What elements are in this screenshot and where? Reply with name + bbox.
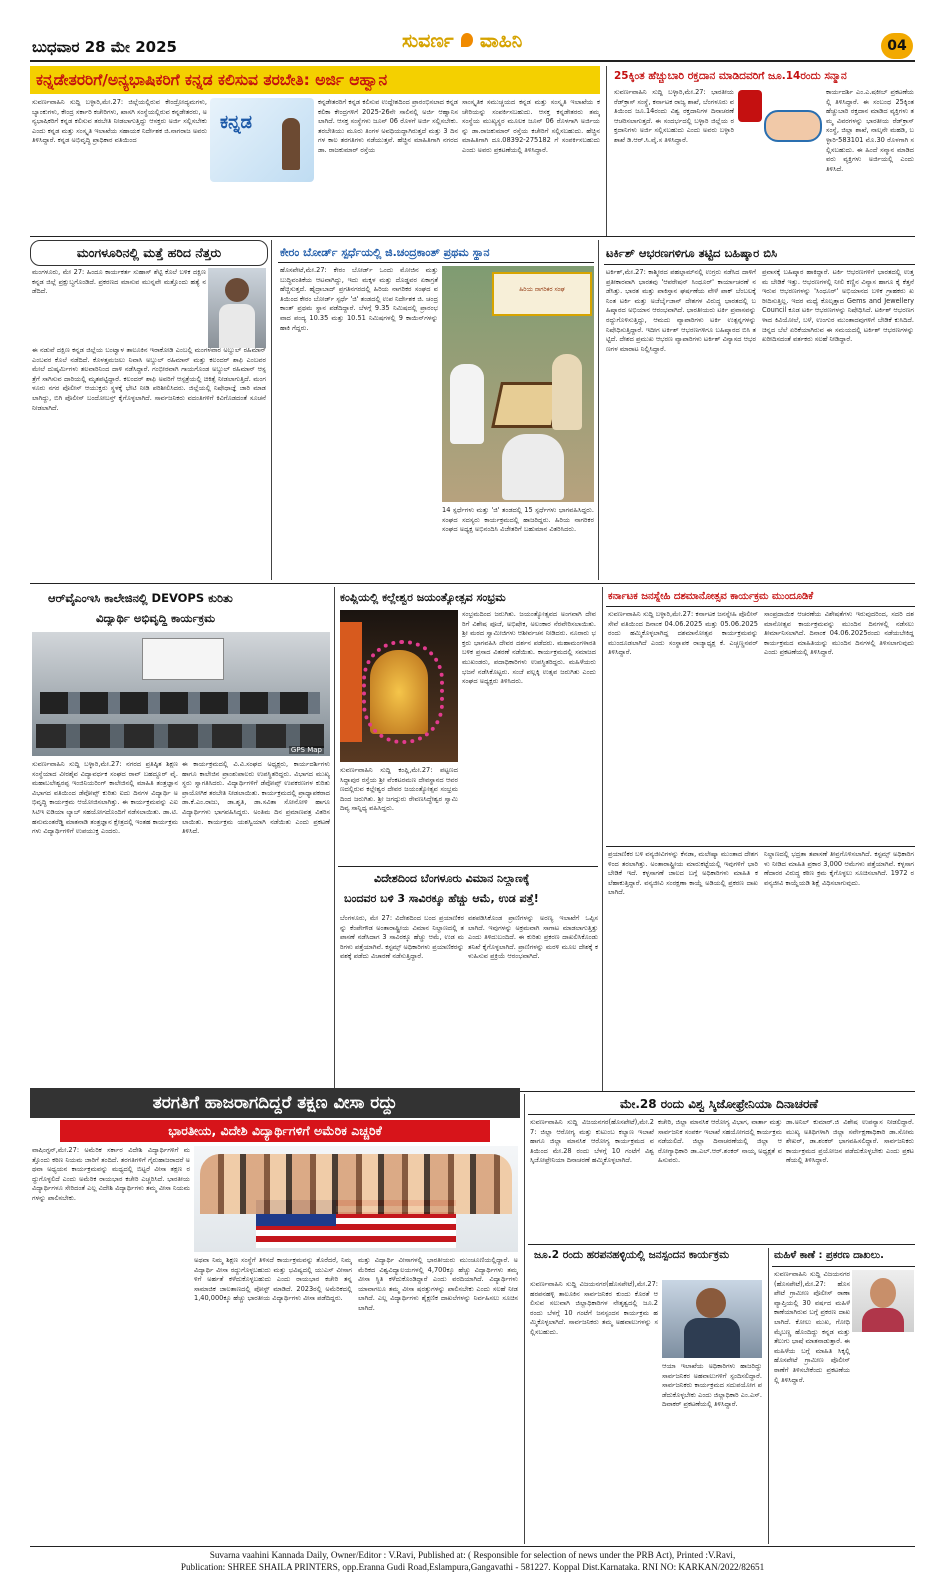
computer-row-icon — [36, 724, 324, 748]
carrom-banner: ಹಿರಿಯ ನಾಗರಿಕರ ಸಂಘ — [492, 272, 592, 316]
divider — [30, 236, 915, 237]
divider — [524, 1094, 525, 1544]
rvmec-headline: ಆರ್‌ವೈಎಂಇಸಿ ಕಾಲೇಜಿನಲ್ಲಿ DEVOPS ಕುರಿತು — [48, 591, 233, 605]
blood-donation-illustration — [734, 88, 824, 156]
kampli-col2: ಸಂಭ್ರಮದಿಂದ ಜರುಗಿತು. ಜಯಂತ್ಯೋತ್ಸವದ ಅಂಗವಾಗಿ ದೇವರಿಗೆ ವಿಶೇಷ ಪೂಜೆ, ಅಭಿಷೇಕ, ಅಲಂಕಾರ ನೆರವೇರಿಸಲಾಯಿತು. ಶ್ರೀ ಮಠದ ಸ್ವಾಮೀಜಿಗಳು ಆಶೀರ್ವಚನ ನೀಡಿದರು. ನೂರಾರು ಭಕ್ತರು ಭಾಗವಹಿಸಿ ದೇವರ ದರ್ಶನ ಪಡೆದರು. ಮಹಾಮಂಗಳಾರತಿ ಬಳಿಕ ಪ್ರಸಾದ ವಿತರಣೆ ನಡೆಯಿತು. ಕಾರ್ಯಕ್ರಮದಲ್ಲಿ ಸಮಾಜದ ಮುಖಂಡರು, ಪದಾಧಿಕಾರಿಗಳು ಉಪಸ್ಥಿತರಿದ್ದರು. ಮಹಿಳೆಯರು ಭಜನೆ ನಡೆಸಿಕೊಟ್ಟರು. ಸಂಜೆ ಪಲ್ಲಕ್ಕಿ ಉತ್ಸವ ಜರುಗಿತು ಎಂದು ಸಂಘದ ಅಧ್ಯಕ್ಷರು ತಿಳಿಸಿದರು. — [462, 610, 596, 686]
divider — [604, 264, 915, 265]
airport-col1: ಬೆಂಗಳೂರು, ಮೇ 27: ವಿದೇಶದಿಂದ ಬಂದ ಪ್ರಯಾಣಿಕರನ್ನು ಕೆಂಪೇಗೌಡ ಅಂತಾರಾಷ್ಟ್ರೀಯ ವಿಮಾನ ನಿಲ್ದಾಣದಲ್ಲಿ ತಪಾಸಣೆ ನಡೆಸಿದಾಗ 3 ಸಾವಿರಕ್ಕೂ ಹೆಚ್ಚು ಆಮೆ, ಉಡ ಮರಿಗಳು ಪತ್ತೆಯಾಗಿವೆ. ಕಸ್ಟಮ್ಸ್ ಅಧಿಕಾರಿಗಳು ಪ್ರಯಾಣಿಕರನ್ನು ವಶಕ್ಕೆ ಪಡೆದು ವಿಚಾರಣೆ ನಡೆಸುತ್ತಿದ್ದಾರೆ. — [340, 914, 464, 961]
visa-subheadline-box — [60, 1120, 490, 1142]
mangaluru-headline: ಮಂಗಳೂರಿನಲ್ಲಿ ಮತ್ತೆ ಹರಿದ ನೆತ್ತರು — [76, 245, 222, 260]
kannada-image-text: ಕನ್ನಡ — [220, 112, 253, 133]
spray-person-icon — [282, 118, 300, 170]
divider — [606, 606, 915, 607]
visa-subheadline: ಭಾರತೀಯ, ವಿದೇಶಿ ವಿದ್ಯಾರ್ಥಿಗಳಿಗೆ ಅಮೆರಿಕ ಎಚ್ಚರಿಕೆ — [168, 1123, 382, 1138]
page-number: 04 — [887, 38, 907, 54]
divider — [606, 66, 607, 236]
player-icon — [450, 364, 484, 444]
mangaluru-headline-box — [30, 240, 268, 266]
janaspandana-col1: ಸುವರ್ಣವಾಹಿನಿ ಸುದ್ದಿ ವಿಜಯನಗರ(ಹೊಸಪೇಟೆ),ಮೇ.27: ಹರಪನಹಳ್ಳಿ ತಾಲೂಕಿನ ಸಾರ್ವಜನಿಕರ ಕುಂದು ಕೊರತೆ ಆಲಿಸುವ ಸಲುವಾಗಿ ಜಿಲ್ಲಾಧಿಕಾರಿಗಳ ನೇತೃತ್ವದಲ್ಲಿ ಜೂ.2 ರಂದು ಬೆಳಗ್ಗೆ 10 ಗಂಟೆಗೆ ಜನಸ್ಪಂದನ ಕಾರ್ಯಕ್ರಮ ಹಮ್ಮಿಕೊಳ್ಳಲಾಗಿದೆ. ಸಾರ್ವಜನಿಕರು ತಮ್ಮ ಅಹವಾಲುಗಳನ್ನು ಸಲ್ಲಿಸಬಹುದು. — [530, 1280, 658, 1336]
rvmec-photo — [32, 632, 330, 756]
visa-headline-box — [30, 1088, 520, 1118]
visa-students-photo — [194, 1146, 518, 1252]
logo-left-text: ಸುವರ್ಣ — [402, 30, 454, 52]
blood-donation-headline: 25ಕ್ಕಿಂತ ಹೆಚ್ಚುಬಾರಿ ರಕ್ತದಾನ ಮಾಡಿದವರಿಗೆ ಜೂ.14ರಂದು ಸನ್ಮಾನ — [614, 70, 847, 82]
divider — [606, 846, 915, 847]
divider — [30, 583, 915, 584]
rvmec-col1: ಸುವರ್ಣವಾಹಿನಿ ಸುದ್ದಿ ಬಳ್ಳಾರಿ,ಮೇ.27: ನಗರದ ಪ್ರತಿಷ್ಠಿತ ಶಿಕ್ಷಣ ಸಂಸ್ಥೆಯಾದ ವೀರಶೈವ ವಿದ್ಯಾವರ್ಧಕ ಸಂಘದ ರಾವ್ ಬಹದ್ದೂರ್ ವೈ. ಮಹಾಬಲೇಶ್ವರಪ್ಪ ಇಂಜಿನಿಯರಿಂಗ್ ಕಾಲೇಜಿನಲ್ಲಿ ಮಾಹಿತಿ ತಂತ್ರಜ್ಞಾನ ವಿಭಾಗದ ವತಿಯಿಂದ ಡೆವೋಪ್ಸ್ ಕುರಿತು ಐದು ದಿನಗಳ ವಿದ್ಯಾರ್ಥಿ ಅಭಿವೃದ್ಧಿ ಕಾರ್ಯಕ್ರಮ ಆಯೋಜಿಸಲಾಗಿತ್ತು. ಈ ಕಾರ್ಯಕ್ರಮವನ್ನು ಎಐಸಿಟಿಇ ಐಡಿಯಾ ಲ್ಯಾಬ್ ಸಹಯೋಗದೊಂದಿಗೆ ನಡೆಸಲಾಯಿತು. ಡಾ.ಟಿ.ಹನುಮಂತರೆಡ್ಡಿ ಮಾತನಾಡಿ ತಂತ್ರಜ್ಞಾನ ಕ್ಷೇತ್ರದಲ್ಲಿ ಇಂತಹ ಕಾರ್ಯಕ್ರಮಗಳು ವಿದ್ಯಾರ್ಥಿಗಳಿಗೆ ಉಪಯುಕ್ತ ಎಂದರು. — [32, 760, 178, 836]
logo-right-text: ವಾಹಿನಿ — [479, 30, 523, 52]
player-icon — [552, 354, 582, 430]
official-portrait-icon — [696, 1288, 726, 1318]
visa-col3: ಮತ್ತು ವಿದ್ಯಾರ್ಥಿ ವೀಸಾಗಳಲ್ಲಿ ಭಾರತೀಯರು ಮುಂಚೂಣಿಯಲ್ಲಿದ್ದಾರೆ. ಅಮೆರಿಕದ ವಿಶ್ವವಿದ್ಯಾಲಯಗಳಲ್ಲಿ 4,700ಕ್ಕೂ ಹೆಚ್ಚು ವಿದ್ಯಾರ್ಥಿಗಳು ತಮ್ಮ ವೀಸಾ ಸ್ಥಿತಿ ಕಳೆದುಕೊಂಡಿದ್ದಾರೆ ಎಂದು ವರದಿಯಾಗಿದೆ. ವಿದ್ಯಾರ್ಥಿಗಳು ಯಾವಾಗಲೂ ತಮ್ಮ ವೀಸಾ ಷರತ್ತುಗಳನ್ನು ಪಾಲಿಸಬೇಕು ಎಂದು ಸಲಹೆ ನೀಡಲಾಗಿದೆ. ಎಲ್ಲ ವಿದ್ಯಾರ್ಥಿಗಳು ಶೈಕ್ಷಣಿಕ ದಾಖಲೆಗಳನ್ನು ನಿರ್ವಹಿಸಲು ಸೂಚಿಸಲಾಗಿದೆ. — [358, 1256, 518, 1312]
karnataka-program-headline: ಕರ್ನಾಟಕ ಜನಸ್ನೇಹಿ ದಶಮಾನೋತ್ಸವ ಕಾರ್ಯಕ್ರಮ ಮುಂದೂಡಿಕೆ — [608, 591, 814, 602]
divider — [598, 240, 599, 580]
logo-flame-icon — [461, 33, 473, 47]
divider — [528, 1244, 915, 1245]
blood-donation-col2: ಕಾರ್ಯದರ್ಶಿ ಎಂ.ಎ.ಷಕೀಬ್ ಪ್ರಕಟಣೆಯಲ್ಲಿ ತಿಳಿಸಿದ್ದಾರೆ. ಈ ಸಂಬಂಧ 25ಕ್ಕಿಂತ ಹೆಚ್ಚುಬಾರಿ ರಕ್ತದಾನ ಮಾಡಿದ ವ್ಯಕ್ತಿಗಳು ತಮ್ಮ ವಿವರಗಳನ್ನು ಭಾರತೀಯ ರೆಡ್‌ಕ್ರಾಸ್ ಸಂಸ್ಥೆ, ಜಿಲ್ಲಾ ಶಾಖೆ, ನಾಲ್ಕನೇ ಮಹಡಿ, ಬಳ್ಳಾರಿ-583101 ಮೊ.30 ರೊಳಗಾಗಿ ಸಲ್ಲಿಸಬಹುದು. ಈ ಹಿಂದೆ ಸನ್ಮಾನ ಮಾಡಿದವರು ವ್ಯಕ್ತಿಗಳು ಅರ್ಜಿಯಲ್ಲಿ ಎಂದು ತಿಳಿಸಿದೆ. — [826, 88, 914, 173]
divider — [334, 587, 335, 1091]
turkey-col1: ಟರ್ಕಿಶ್,ಮೇ.27: ಕಾಶ್ಮೀರದ ಪಹಲ್ಗಾಮ್‌ನಲ್ಲಿ ಉಗ್ರರು ನಡೆಸಿದ ದಾಳಿಗೆ ಪ್ರತೀಕಾರವಾಗಿ ಭಾರತವು 'ಆಪರೇಷನ್ ಸಿಂಧೂರ್' ಕಾರ್ಯಾಚರಣೆ ನಡೆಸಿತ್ತು. ಭಾರತ ಮತ್ತು ಪಾಕಿಸ್ತಾನ ಘರ್ಷಣೆಯ ವೇಳೆ ಪಾಕ್ ಬೆಂಬಲಕ್ಕೆ ನಿಂತ ಟರ್ಕಿ ಮತ್ತು ಅಜೆರ್ಬೈಜಾನ್ ದೇಶಗಳ ವಿರುದ್ಧ ಭಾರತದಲ್ಲಿ ಬಹಿಷ್ಕಾರದ ಅಭಿಯಾನ ಆರಂಭವಾಗಿದೆ. ಭಾರತೀಯರು ಟರ್ಕಿ ಪ್ರವಾಸವನ್ನು ರದ್ದುಗೊಳಿಸುತ್ತಿದ್ದು, ಆಮದು ವ್ಯಾಪಾರಿಗಳು ಟರ್ಕಿ ಉತ್ಪನ್ನಗಳನ್ನು ನಿಷೇಧಿಸುತ್ತಿದ್ದಾರೆ. ಇದೀಗ ಟರ್ಕಿಶ್ ಆಭರಣಗಳಿಗೂ ಬಹಿಷ್ಕಾರದ ಬಿಸಿ ತಟ್ಟಿದೆ. ದೇಶದ ಪ್ರಮುಖ ಆಭರಣ ವ್ಯಾಪಾರಿಗಳು ಟರ್ಕಿಶ್ ವಿನ್ಯಾಸದ ಆಭರಣಗಳ ಮಾರಾಟ ನಿಲ್ಲಿಸಿದ್ದಾರೆ. — [606, 268, 756, 353]
kampli-col1: ಸುವರ್ಣವಾಹಿನಿ ಸುದ್ದಿ ಕಂಪ್ಲಿ,ಮೇ.27: ಪಟ್ಟಣದ ಸಿದ್ಧಾಪುರ ರಸ್ತೆಯ ಶ್ರೀ ವೆಂಕಟರಮಣ ದೇವಸ್ಥಾನದ ಆವರಣದಲ್ಲಿರುವ ಕಲ್ಲೇಶ್ವರ ದೇವರ ಜಯಂತ್ಯೋತ್ಸವ ಸಂಭ್ರಮದಿಂದ ಜರುಗಿತು. ಶ್ರೀ ಜಗದ್ಗುರು ರೇವಣಸಿದ್ಧೇಶ್ವರ ಸ್ವಾಮಿ ದಿವ್ಯ ಸಾನ್ನಿಧ್ಯ ವಹಿಸಿದ್ದರು. — [340, 766, 458, 813]
airport-headline: ವಿದೇಶದಿಂದ ಬೆಂಗಳೂರು ವಿಮಾನ ನಿಲ್ದಾಣಕ್ಕೆ — [374, 872, 530, 885]
divider — [528, 1114, 915, 1115]
mangaluru-photo — [208, 268, 266, 348]
turkey-headline: ಟರ್ಕಿಶ್ ಆಭರಣಗಳಿಗೂ ತಟ್ಟಿದ ಬಹಿಷ್ಕಾರ ಬಿಸಿ — [606, 246, 778, 260]
carrom-caption: 14 ಸ್ಪರ್ಧೆಗಳು ಮತ್ತು 'ಜಿ' ತಂಡದಲ್ಲಿ 15 ಸ್ಪರ್ಧೆಗಳು ಭಾಗವಹಿಸಿದ್ದರು. ಸಂಘದ ಸದಸ್ಯರು ಕಾರ್ಯಕ್ರಮದಲ್ಲಿ ಹಾಜರಿದ್ದರು. ಹಿರಿಯ ನಾಗರಿಕರ ಸಂಘದ ಅಧ್ಯಕ್ಷ ಅಭಿನಂದಿಸಿ ವಿಜೇತರಿಗೆ ಬಹುಮಾನ ವಿತರಿಸಿದರು. — [442, 506, 594, 534]
divider — [338, 866, 598, 867]
rvmec-headline-line2: ವಿದ್ಯಾರ್ಥಿ ಅಭಿವೃದ್ಧಿ ಕಾರ್ಯಕ್ರಮ — [96, 611, 216, 625]
schizophrenia-headline: ಮೇ.28 ರಂದು ವಿಶ್ವ ಸ್ಕಿಜೋಫ್ರೇನಿಯಾ ದಿನಾಚರಣೆ — [620, 1097, 819, 1111]
woman-face-icon — [870, 1278, 896, 1308]
side-story-col2: ನಿಲ್ದಾಣದಲ್ಲಿ ಭದ್ರತಾ ತಪಾಸಣೆ ತೀವ್ರಗೊಳಿಸಲಾಗಿದೆ. ಕಸ್ಟಮ್ಸ್ ಅಧಿಕಾರಿಗಳು ನೀಡಿದ ಮಾಹಿತಿ ಪ್ರಕಾರ 3,000 ಆಮೆಗಳು ಪತ್ತೆಯಾಗಿವೆ. ಕಳ್ಳಸಾಗಣೆದಾರರ ವಿರುದ್ಧ ಕಠಿಣ ಕ್ರಮ ಕೈಗೊಳ್ಳಲು ಸೂಚಿಸಲಾಗಿದೆ. 1972 ರ ವನ್ಯಜೀವಿ ಕಾಯ್ದೆಯಡಿ ಶಿಕ್ಷೆ ವಿಧಿಸಲಾಗುವುದು. — [764, 850, 914, 887]
priest-icon — [340, 622, 362, 742]
carrom-photo — [442, 266, 594, 502]
handshake-icon — [764, 110, 822, 142]
visa-headline: ತರಗತಿಗೆ ಹಾಜರಾಗದಿದ್ದರೆ ತಕ್ಷಣ ವೀಸಾ ರದ್ದು — [152, 1093, 398, 1113]
airport-headline-line2: ಬಂದವರ ಬಳಿ 3 ಸಾವಿರಕ್ಕೂ ಹೆಚ್ಚು ಆಮೆ, ಉಡ ಪತ್ತೆ! — [344, 892, 539, 905]
airport-col2: ವಶಪಡಿಸಿಕೊಂಡ ಪ್ರಾಣಿಗಳನ್ನು ಅರಣ್ಯ ಇಲಾಖೆಗೆ ಒಪ್ಪಿಸಲಾಗಿದೆ. ಇವುಗಳನ್ನು ಅಕ್ರಮವಾಗಿ ಸಾಗಾಟ ಮಾಡಲಾಗುತ್ತಿತ್ತು ಎಂದು ತಿಳಿದುಬಂದಿದೆ. ಈ ಕುರಿತು ಪ್ರಕರಣ ದಾಖಲಿಸಿಕೊಂಡು ತನಿಖೆ ಕೈಗೊಳ್ಳಲಾಗಿದೆ. ಪ್ರಾಣಿಗಳನ್ನು ಮರಳಿ ಮೂಲ ದೇಶಕ್ಕೆ ಕಳುಹಿಸುವ ಪ್ರಕ್ರಿಯೆ ಆರಂಭವಾಗಿದೆ. — [468, 914, 598, 961]
footer-line-2: Publication: SHREE SHAILA PRINTERS, opp.Eranna Gudi Road,Eslampura,Gangavathi - 581227. Koppal Dist.Karnataka. RNI NO: KARKAN/2022/82651 — [180, 1562, 765, 1572]
official-body-icon — [684, 1318, 740, 1358]
masthead — [0, 0, 945, 62]
newspaper-logo — [402, 30, 522, 60]
janaspandana-col2: ಆಯಾ ಇಲಾಖೆಯ ಅಧಿಕಾರಿಗಳು ಹಾಜರಿದ್ದು ಸಾರ್ವಜನಿಕರ ಅಹವಾಲುಗಳಿಗೆ ಸ್ಪಂದಿಸಲಿದ್ದಾರೆ. ಸಾರ್ವಜನಿಕರು ಕಾರ್ಯಕ್ರಮದ ಸದುಪಯೋಗ ಪಡೆದುಕೊಳ್ಳಬೇಕು ಎಂದು ಜಿಲ್ಲಾಧಿಕಾರಿ ಎಂ.ಎಸ್.ದಿವಾಕರ್ ಪ್ರಕಟಣೆಯಲ್ಲಿ ತಿಳಿಸಿದ್ದಾರೆ. — [662, 1362, 762, 1409]
visa-col2: ಅಥವಾ ನಿಮ್ಮ ಶಿಕ್ಷಣ ಸಂಸ್ಥೆಗೆ ತಿಳಿಸದೆ ಕಾರ್ಯಕ್ರಮವನ್ನು ತೊರೆದರೆ, ನಿಮ್ಮ ವಿದ್ಯಾರ್ಥಿ ವೀಸಾ ರದ್ದುಗೊಳ್ಳಬಹುದು ಮತ್ತು ಭವಿಷ್ಯದಲ್ಲಿ ಯುಎಸ್ ವೀಸಾಗಳಿಗೆ ಅರ್ಹತೆ ಕಳೆದುಕೊಳ್ಳಬಹುದು ಎಂದು ರಾಯಭಾರ ಕಚೇರಿ ತನ್ನ ಸಾಮಾಜಿಕ ಜಾಲತಾಣದಲ್ಲಿ ಪೋಸ್ಟ್ ಮಾಡಿದೆ. 2023ರಲ್ಲಿ ಅಮೆರಿಕದಲ್ಲಿ 1,40,000ಕ್ಕೂ ಹೆಚ್ಚು ಭಾರತೀಯ ವಿದ್ಯಾರ್ಥಿಗಳು ವೀಸಾ ಪಡೆದಿದ್ದರು. — [194, 1256, 352, 1303]
karnataka-program-col1: ಸುವರ್ಣವಾಹಿನಿ ಸುದ್ದಿ ಬಳ್ಳಾರಿ,ಮೇ.27: ಕರ್ನಾಟಕ ಜನಸ್ನೇಹಿ ಪೊಲೀಸ್ ಸೇವೆ ವತಿಯಿಂದ ದಿನಾಂಕ 04.06.2025 ಮತ್ತು 05.06.2025 ರಂದು ಹಮ್ಮಿಕೊಳ್ಳಲಾಗಿದ್ದ ದಶಮಾನೋತ್ಸವ ಕಾರ್ಯಕ್ರಮವನ್ನು ಮುಂದೂಡಲಾಗಿದೆ ಎಂದು ಸಂಸ್ಥಾಪಕ ರಾಜ್ಯಾಧ್ಯಕ್ಷ ಕೆ. ಎಚ್ಚಣ್ಣನವರ್ ತಿಳಿಸಿದ್ದಾರೆ. — [608, 610, 758, 657]
mangaluru-lead: ಮಂಗಳೂರು, ಮೇ 27: ಹಿಂದೂ ಕಾರ್ಯಕರ್ತ ಸುಹಾಸ್ ಶೆಟ್ಟಿ ಕೊಲೆ ಬಳಿಕ ದಕ್ಷಿಣ ಕನ್ನಡ ಜಿಲ್ಲೆ ಪ್ರಕ್ಷುಬ್ಧಗೊಂಡಿದೆ. ಪ್ರಕರಣದ ಮಾಸುವ ಮುನ್ನವೇ ಮತ್ತೊಂದು ಹತ್ಯೆ ನಡೆದಿದೆ. — [32, 268, 206, 296]
divider — [768, 1248, 769, 1544]
mangaluru-body: ಈ ನಡುವೆ ದಕ್ಷಿಣ ಕನ್ನಡ ಜಿಲ್ಲೆಯ ಬಂಟ್ವಾಳ ತಾಲೂಕಿನ ಇರಾಕೋಡಿ ಎಂಬಲ್ಲಿ ಮಂಗಳವಾರ ಅಬ್ದುಲ್ ರಹಿಮಾನ್ ಎಂಬವರ ಕೊಲೆ ನಡೆದಿದೆ. ಕೊಳತ್ತಮಜಲು ನಿವಾಸಿ ಅಬ್ದುಲ್ ರಹಿಮಾನ್ ಮತ್ತು ಕಲಂದರ್ ಶಾಫಿ ಎಂಬವರ ಮೇಲೆ ದುಷ್ಕರ್ಮಿಗಳು ತಲವಾರಿನಿಂದ ದಾಳಿ ನಡೆಸಿದ್ದಾರೆ. ಗಂಭೀರವಾಗಿ ಗಾಯಗೊಂಡ ಅಬ್ದುಲ್ ರಹಿಮಾನ್ ಆಸ್ಪತ್ರೆಗೆ ಸಾಗಿಸುವ ದಾರಿಯಲ್ಲಿ ಮೃತಪಟ್ಟಿದ್ದಾರೆ. ಕಲಂದರ್ ಶಾಫಿ ಅವರಿಗೆ ಆಸ್ಪತ್ರೆಯಲ್ಲಿ ಚಿಕಿತ್ಸೆ ನೀಡಲಾಗುತ್ತಿದೆ. ಮಂಗಳೂರು ನಗರ ಪೊಲೀಸ್ ಆಯುಕ್ತರು ಸ್ಥಳಕ್ಕೆ ಭೇಟಿ ನೀಡಿ ಪರಿಶೀಲಿಸಿದರು. ಜಿಲ್ಲೆಯಲ್ಲಿ ನಿಷೇಧಾಜ್ಞೆ ಜಾರಿ ಮಾಡಲಾಗಿದ್ದು, ಬಿಗಿ ಪೊಲೀಸ್ ಬಂದೋಬಸ್ತ್ ಕೈಗೊಳ್ಳಲಾಗಿದೆ. ಸಾರ್ವಜನಿಕರು ವದಂತಿಗಳಿಗೆ ಕಿವಿಗೊಡದಂತೆ ಸೂಚನೆ ನೀಡಲಾಗಿದೆ. — [32, 346, 266, 412]
divider — [772, 1266, 915, 1267]
divider — [278, 262, 594, 263]
divider — [271, 240, 272, 580]
missing-woman-headline: ಮಹಿಳೆ ಕಾಣೆ : ಪ್ರಕರಣ ದಾಖಲು. — [774, 1250, 884, 1261]
projector-screen-icon — [142, 638, 224, 680]
person-figure-icon — [225, 278, 249, 302]
missing-woman-photo — [852, 1270, 914, 1332]
kampli-headline: ಕಂಪ್ಲಿಯಲ್ಲಿ ಕಲ್ಲೇಶ್ವರ ಜಯಂತ್ಯೋತ್ಸವ ಸಂಭ್ರಮ — [340, 591, 506, 604]
page-number-badge — [881, 33, 913, 59]
divider — [602, 587, 603, 1091]
kannada-training-col3: ಸಾಂಸ್ಕೃತಿಕ ಸಮುಚ್ಚಯದ ಕನ್ನಡ ಮತ್ತು ಸಂಸ್ಕೃತಿ ಇಲಾಖೆಯ ಕಚೇರಿಯನ್ನು ಸಂಪರ್ಕಿಸಬಹುದು. ಆಸಕ್ತ ಕನ್ನಡೇತರರು ತಮ್ಮ ಸಂಸ್ಥೆಯ ಮುಖ್ಯಸ್ಥರ ಮೂಲಕ ಜೂನ್ 06 ರೊಳಗಾಗಿ ಅರ್ಜಿಯನ್ನು ಡಾ.ರಾಜಕುಮಾರ್ ರಸ್ತೆಯ ಕಚೇರಿಗೆ ಸಲ್ಲಿಸಬಹುದು. ಹೆಚ್ಚಿನ ಮಾಹಿತಿಗಾಗಿ ದೂ.08392-275182 ಗೆ ಸಂಪರ್ಕಿಸಬಹುದು ಎಂದು ಅವರು ಪ್ರಕಟಣೆಯಲ್ಲಿ ತಿಳಿಸಿದ್ದಾರೆ. — [462, 98, 600, 154]
garland-icon — [362, 640, 444, 744]
kannada-training-headline-box — [30, 66, 600, 94]
issue-date: ಬುಧವಾರ 28 ಮೇ 2025 — [32, 38, 177, 56]
schizophrenia-col1: ಸುವರ್ಣವಾಹಿನಿ ಸುದ್ದಿ ವಿಜಯನಗರ(ಹೊಸಪೇಟೆ),ಮೇ.27: ಜಿಲ್ಲಾ ಆರೋಗ್ಯ ಮತ್ತು ಕುಟುಂಬ ಕಲ್ಯಾಣ ಇಲಾಖೆ ಹಾಗೂ ಜಿಲ್ಲಾ ಮಾನಸಿಕ ಆರೋಗ್ಯ ಕಾರ್ಯಕ್ರಮದ ವತಿಯಿಂದ ಮೇ.28 ರಂದು ಬೆಳಗ್ಗೆ 10 ಗಂಟೆಗೆ ವಿಶ್ವ ಸ್ಕಿಜೋಫ್ರೇನಿಯಾ ದಿನಾಚರಣೆ ಹಮ್ಮಿಕೊಳ್ಳಲಾಗಿದೆ. — [530, 1118, 654, 1165]
rvmec-col2: ಈ ಕಾರ್ಯಕ್ರಮದಲ್ಲಿ ವಿ.ವಿ.ಸಂಘದ ಅಧ್ಯಕ್ಷರು, ಕಾರ್ಯದರ್ಶಿಗಳು ಹಾಗೂ ಕಾಲೇಜಿನ ಪ್ರಾಂಶುಪಾಲರು ಉಪಸ್ಥಿತರಿದ್ದರು. ವಿಭಾಗದ ಮುಖ್ಯಸ್ಥರು ಸ್ವಾಗತಿಸಿದರು. ವಿದ್ಯಾರ್ಥಿಗಳಿಗೆ ಡೆವೋಪ್ಸ್ ಉಪಕರಣಗಳ ಕುರಿತು ಪ್ರಾಯೋಗಿಕ ತರಬೇತಿ ನೀಡಲಾಯಿತು. ಕಾರ್ಯಕ್ರಮದಲ್ಲಿ ಪ್ರಾಧ್ಯಾಪಕರಾದ ಡಾ.ಕೆ.ಎಂ.ರಾಜು, ಡಾ.ಶೃತಿ, ಡಾ.ಸವಿತಾ ಸೋನೋಳಿ ಹಾಗೂ ವಿದ್ಯಾರ್ಥಿಗಳು ಭಾಗವಹಿಸಿದ್ದರು. ಅಂತಿಮ ದಿನ ಪ್ರಮಾಣಪತ್ರ ವಿತರಿಸಲಾಯಿತು. ಕಾರ್ಯಕ್ರಮ ಯಶಸ್ವಿಯಾಗಿ ನಡೆಯಿತು ಎಂದು ಪ್ರಕಟಣೆ ತಿಳಿಸಿದೆ. — [182, 760, 330, 836]
person-body-icon — [219, 304, 255, 348]
kannada-training-headline: ಕನ್ನಡೇತರರಿಗೆ/ಅನ್ಯಭಾಷಿಕರಿಗೆ ಕನ್ನಡ ಕಲಿಸುವ ತರಬೇತಿ: ಅರ್ಜಿ ಆಹ್ವಾನ — [36, 71, 388, 89]
woman-body-icon — [862, 1308, 904, 1332]
turkey-col2: ಪ್ರವಾಸಕ್ಕೆ ಬಹಿಷ್ಕಾರ ಹಾಕಿದ್ದಾರೆ. ಟರ್ಕಿ ಆಭರಣಗಳಿಗೆ ಭಾರತದಲ್ಲಿ ಉತ್ತಮ ಬೇಡಿಕೆ ಇತ್ತು. ಆಭರಣಗಳಲ್ಲಿ ನೀಲಿ ಕಣ್ಣಿನ ವಿನ್ಯಾಸ ಹಾಗೂ ಕೈ ಕೆತ್ತನೆ ಇರುವ ಆಭರಣಗಳನ್ನು 'ಸಿಂಧೂರ್' ಅಭಿಯಾನದ ಬಳಿಕ ಗ್ರಾಹಕರು ಖರೀದಿಸುತ್ತಿಲ್ಲ. ಇದರ ಮಧ್ಯೆ ಕೊಲ್ಕತ್ತಾದ Gems and Jewellery Council ಕೂಡ ಟರ್ಕಿ ಆಭರಣಗಳನ್ನು ನಿಷೇಧಿಸಿದೆ. ಟರ್ಕಿಶ್ ಆಭರಣಗಳಾದ ಕಿವಿಯೋಲೆ, ಬಳೆ, ಉಂಗುರ ಮುಂತಾದವುಗಳಿಗೆ ಬೇಡಿಕೆ ಕುಸಿದಿದೆ. ಚಿನ್ನದ ಬೆಲೆ ಏರಿಕೆಯಾಗಿರುವ ಈ ಸಮಯದಲ್ಲಿ ಟರ್ಕಿಶ್ ಆಭರಣಗಳನ್ನು ಖರೀದಿಸದಂತೆ ವರ್ತಕರು ಸಲಹೆ ನೀಡಿದ್ದಾರೆ. — [762, 268, 914, 344]
missing-woman-col1: ಸುವರ್ಣವಾಹಿನಿ ಸುದ್ದಿ ವಿಜಯನಗರ(ಹೊಸಪೇಟೆ),ಮೇ.27: ಹೊಸಪೇಟೆ ಗ್ರಾಮೀಣ ಪೊಲೀಸ್ ಠಾಣಾ ವ್ಯಾಪ್ತಿಯಲ್ಲಿ 30 ವರ್ಷದ ಮಹಿಳೆ ಕಾಣೆಯಾಗಿರುವ ಬಗ್ಗೆ ಪ್ರಕರಣ ದಾಖಲಾಗಿದೆ. ಕೋಲು ಮುಖ, ಗೋಧಿ ಮೈಬಣ್ಣ ಹೊಂದಿದ್ದು ಕನ್ನಡ ಮತ್ತು ತೆಲುಗು ಭಾಷೆ ಮಾತನಾಡುತ್ತಾರೆ. ಈ ಮಹಿಳೆಯ ಬಗ್ಗೆ ಮಾಹಿತಿ ಸಿಕ್ಕಲ್ಲಿ ಹೊಸಪೇಟೆ ಗ್ರಾಮೀಣ ಪೊಲೀಸ್ ಠಾಣೆಗೆ ತಿಳಿಸಬೇಕೆಂದು ಪ್ರಕಟಣೆಯಲ್ಲಿ ತಿಳಿಸಿದ್ದಾರೆ. — [774, 1270, 850, 1384]
kampli-photo — [340, 610, 458, 762]
visa-col1: ವಾಷಿಂಗ್ಟನ್,ಮೇ.27: ಅಮೆರಿಕ ಸರ್ಕಾರ ವಿದೇಶಿ ವಿದ್ಯಾರ್ಥಿಗಳಿಗೆ ಮತ್ತೊಂದು ಕಠಿಣ ನಿಯಮ ಜಾರಿಗೆ ತಂದಿದೆ. ತರಗತಿಗಳಿಗೆ ಗೈರುಹಾಜರಾದರೆ ಅಥವಾ ಅಧ್ಯಯನ ಕಾರ್ಯಕ್ರಮವನ್ನು ಮಧ್ಯದಲ್ಲಿ ಬಿಟ್ಟರೆ ವೀಸಾ ತಕ್ಷಣ ರದ್ದುಗೊಳ್ಳಲಿದೆ ಎಂದು ಅಮೆರಿಕ ರಾಯಭಾರ ಕಚೇರಿ ಎಚ್ಚರಿಸಿದೆ. ಭಾರತೀಯ ವಿದ್ಯಾರ್ಥಿಗಳೂ ಸೇರಿದಂತೆ ಎಲ್ಲ ವಿದೇಶಿ ವಿದ್ಯಾರ್ಥಿಗಳು ತಮ್ಮ ವೀಸಾ ನಿಯಮಗಳನ್ನು ಪಾಲಿಸಬೇಕು. — [32, 1146, 190, 1202]
footer-line-1: Suvarna vaahini Kannada Daily, Owner/Editor : V.Ravi, Published at: ( Responsible for selection of news under the PRB Act), Printed :V.Ravi, — [209, 1550, 736, 1560]
kannada-training-col2: ಕನ್ನಡೇತರರಿಗೆ ಕನ್ನಡ ಕಲಿಸುವ ಉದ್ದೇಶದಿಂದ ಪ್ರಾರಂಭಿಸಲಾದ ಕನ್ನಡ ಕಲಿಕಾ ಕೇಂದ್ರಗಳಿಗೆ 2025-26ನೇ ಸಾಲಿನಲ್ಲಿ ಅರ್ಜಿ ಆಹ್ವಾನಿಸಲಾಗಿದೆ. ಆಸಕ್ತ ಸಂಸ್ಥೆಗಳು ಜೂನ್ 06 ರೊಳಗೆ ಅರ್ಜಿ ಸಲ್ಲಿಸಬೇಕು. ತರಬೇತಿಯು ಮೂರು ತಿಂಗಳ ಅವಧಿಯದ್ದಾಗಿರುತ್ತದೆ ಮತ್ತು 3 ದಿನಗಳ ಕಾಲ ತರಗತಿಗಳು ನಡೆಯುತ್ತವೆ. ಹೆಚ್ಚಿನ ಮಾಹಿತಿಗಾಗಿ ನಗರದ ಡಾ. ರಾಜಕುಮಾರ್ ರಸ್ತೆಯ — [318, 98, 458, 154]
karnataka-program-col2: ಸಾಂಪ್ರದಾಯಿಕ ಆಚರಣೆಯ ವಿಶೇಷತೆಗಳು ಇರುವುದರಿಂದ, ಸದರಿ ದಶಮಾನೋತ್ಸವ ಕಾರ್ಯಕ್ರಮವನ್ನು ಮುಂದಿನ ದಿನಗಳಲ್ಲಿ ನಡೆಸಲು ತೀರ್ಮಾನಿಸಲಾಗಿದೆ. ದಿನಾಂಕ 04.06.2025ರಂದು ನಡೆಯಬೇಕಿದ್ದ ಕಾರ್ಯಕ್ರಮದ ಮಾಹಿತಿಯನ್ನು ಮುಂದಿನ ದಿನಗಳಲ್ಲಿ ತಿಳಿಸಲಾಗುವುದು ಎಂದು ಪ್ರಕಟಣೆಯಲ್ಲಿ ತಿಳಿಸಿದ್ದಾರೆ. — [764, 610, 914, 657]
player-icon — [502, 434, 564, 500]
schizophrenia-col3: ಡಾ.ಅನಿಲ್ ಕುಮಾರ್.ಜಿ ವಿಶೇಷ ಉಪನ್ಯಾಸ ನೀಡಲಿದ್ದಾರೆ. ಮುಖ್ಯ ಅತಿಥಿಗಳಾಗಿ ಜಿಲ್ಲಾ ಸರ್ವೇಕ್ಷಣಾಧಿಕಾರಿ ಡಾ.ಸೋಮಶೇಖರ್, ಡಾ.ಶಂಕರ್ ಭಾಗವಹಿಸಲಿದ್ದಾರೆ. ಸಾರ್ವಜನಿಕರು ಕಾರ್ಯಕ್ರಮದ ಪ್ರಯೋಜನ ಪಡೆದುಕೊಳ್ಳಬೇಕು ಎಂದು ಪ್ರಕಟಣೆಯಲ್ಲಿ ತಿಳಿಸಿದ್ದಾರೆ. — [786, 1118, 914, 1165]
blood-bag-icon — [738, 90, 762, 122]
janaspandana-photo — [662, 1280, 762, 1358]
masthead-rule — [30, 60, 915, 62]
kannada-training-image — [210, 98, 314, 182]
footer-rule — [30, 1546, 915, 1547]
blood-donation-col1: ಸುವರ್ಣವಾಹಿನಿ ಸುದ್ದಿ ಬಳ್ಳಾರಿ,ಮೇ.27: ಭಾರತೀಯ ರೆಡ್‌ಕ್ರಾಸ್ ಸಂಸ್ಥೆ, ಕರ್ನಾಟಕ ರಾಜ್ಯ ಶಾಖೆ, ಬೆಂಗಳೂರು ವತಿಯಿಂದ ಜೂ.14ರಂದು ವಿಶ್ವ ರಕ್ತದಾನಿಗಳ ದಿನಾಚರಣೆ ಆಚರಿಸಲಾಗುತ್ತದೆ. ಈ ಸಂದರ್ಭದಲ್ಲಿ ಬಳ್ಳಾರಿ ಜಿಲ್ಲೆಯ ರಕ್ತದಾನಿಗಳು ಅರ್ಜಿ ಸಲ್ಲಿಸಬಹುದು ಎಂದು ಅವರು ಬಳ್ಳಾರಿ ಶಾಖೆ ಡಿ.ಆರ್.ಸಿ.ವೈ.ಸ ತಿಳಿಸಿದ್ದಾರೆ. — [614, 88, 734, 144]
side-story-col1: ಪ್ರಯಾಣಿಕರ ಬಳಿ ವನ್ಯಜೀವಿಗಳನ್ನು ಕೆನಡಾ, ಮಲೇಷ್ಯಾ ಮುಂತಾದ ದೇಶಗಳಿಂದ ತರಲಾಗಿತ್ತು. ಅಂತಾರಾಷ್ಟ್ರೀಯ ಮಾರುಕಟ್ಟೆಯಲ್ಲಿ ಇವುಗಳಿಗೆ ಭಾರಿ ಬೇಡಿಕೆ ಇದೆ. ಕಳ್ಳಸಾಗಣೆ ಜಾಲದ ಬಗ್ಗೆ ಅಧಿಕಾರಿಗಳು ಮಾಹಿತಿ ಕಲೆಹಾಕುತ್ತಿದ್ದಾರೆ. ವನ್ಯಜೀವಿ ಸಂರಕ್ಷಣಾ ಕಾಯ್ದೆ ಅಡಿಯಲ್ಲಿ ಪ್ರಕರಣ ದಾಖಲಾಗಿದೆ. — [608, 850, 758, 897]
gps-map-label: GPS Map — [290, 746, 322, 754]
carrom-col1: ಹೊಸಪೇಟೆ,ಮೇ.27: ಕೇರಂ ಬೋರ್ಡ್ ಒಂದು ಮೋಜಿನ ಮತ್ತು ಬುದ್ಧಿವಂತಿಕೆಯ ಆಟವಾಗಿದ್ದು, ಇದು ಮಕ್ಕಳ ಮತ್ತು ದೊಡ್ಡವರ ಏಕಾಗ್ರತೆ ಹೆಚ್ಚಿಸುತ್ತದೆ. ಹೈದ್ರಾಬಾದ್ ಪ್ರಗತಿನಗರದಲ್ಲಿ ಹಿರಿಯ ನಾಗರಿಕರ ಸಂಘದ ವತಿಯಿಂದ ಕೇರಂ ಬೋರ್ಡ್ ಸ್ಪರ್ಧೆ 'ಜಿ' ತಂಡದಲ್ಲಿ ಉಪ ನಿರ್ದೇಶಕ ಜಿ. ಚಂದ್ರಕಾಂತ್ ಪ್ರಥಮ ಸ್ಥಾನ ಪಡೆದಿದ್ದಾರೆ. ಬೆಳಗ್ಗೆ 9.35 ನಿಮಿಷದಲ್ಲಿ ಪ್ರಾರಂಭವಾದ ಪಂದ್ಯ 10.35 ಮತ್ತು 10.51 ನಿಮಿಷಗಳಲ್ಲಿ 9 ಕಾಯಿನ್‌ಗಳನ್ನು ಹಾಕಿ ಗೆದ್ದರು. — [280, 266, 438, 332]
students-group-icon — [200, 1154, 512, 1214]
janaspandana-headline: ಜೂ.2 ರಂದು ಹರಪನಹಳ್ಳಿಯಲ್ಲಿ ಜನಸ್ಪಂದನ ಕಾರ್ಯಕ್ರಮ — [534, 1249, 730, 1261]
computer-row-icon — [40, 692, 320, 714]
kannada-training-col1: ಸುವರ್ಣವಾಹಿನಿ ಸುದ್ದಿ ಬಳ್ಳಾರಿ,ಮೇ.27: ಜಿಲ್ಲೆಯಲ್ಲಿರುವ ಕೇಂದ್ರೋದ್ಯಮಗಳು, ಬ್ಯಾಂಕುಗಳು, ಕೇಂದ್ರ ಸರ್ಕಾರಿ ಕಚೇರಿಗಳು, ಖಾಸಗಿ ಸಂಸ್ಥೆಯಲ್ಲಿರುವ ಕನ್ನಡೇತರರು, ಅನ್ಯಭಾಷಿಕರಿಗೆ ಕನ್ನಡ ಕಲಿಸುವ ತರಬೇತಿ ನೀಡಲಾಗುತ್ತಿದ್ದು ಆಸಕ್ತರು ಅರ್ಜಿ ಸಲ್ಲಿಸಬೇಕು ಎಂದು ಕನ್ನಡ ಮತ್ತು ಸಂಸ್ಕೃತಿ ಇಲಾಖೆಯ ಸಹಾಯಕ ನಿರ್ದೇಶಕ ಜಿ.ನಾಗರಾಜ ಅವರು ತಿಳಿಸಿದ್ದಾರೆ. ಕನ್ನಡ ಅಭಿವೃದ್ಧಿ ಪ್ರಾಧಿಕಾರ ವತಿಯಿಂದ — [32, 98, 207, 145]
carrom-headline: ಕೇರಂ ಬೋರ್ಡ್ ಸ್ಪರ್ಧೆಯಲ್ಲಿ ಜಿ.ಚಂದ್ರಕಾಂತ್ ಪ್ರಥಮ ಸ್ಥಾನ — [280, 246, 490, 259]
schizophrenia-col2: ಕಚೇರಿ, ಜಿಲ್ಲಾ ಮಾನಸಿಕ ಆರೋಗ್ಯ ವಿಭಾಗ, ವಾರ್ತಾ ಮತ್ತು ಸಾರ್ವಜನಿಕ ಸಂಪರ್ಕ ಇಲಾಖೆ ಸಹಯೋಗದಲ್ಲಿ ಕಾರ್ಯಕ್ರಮ ನಡೆಯಲಿದೆ. ಜಿಲ್ಲಾ ದಿನಾಚರಣೆಯಲ್ಲಿ ಜಿಲ್ಲಾ ಆರೋಗ್ಯಾಧಿಕಾರಿ ಡಾ.ಎಲ್.ಆರ್.ಶಂಕರ್ ನಾಯ್ಕ ಅಧ್ಯಕ್ಷತೆ ವಹಿಸುವರು. — [658, 1118, 782, 1165]
